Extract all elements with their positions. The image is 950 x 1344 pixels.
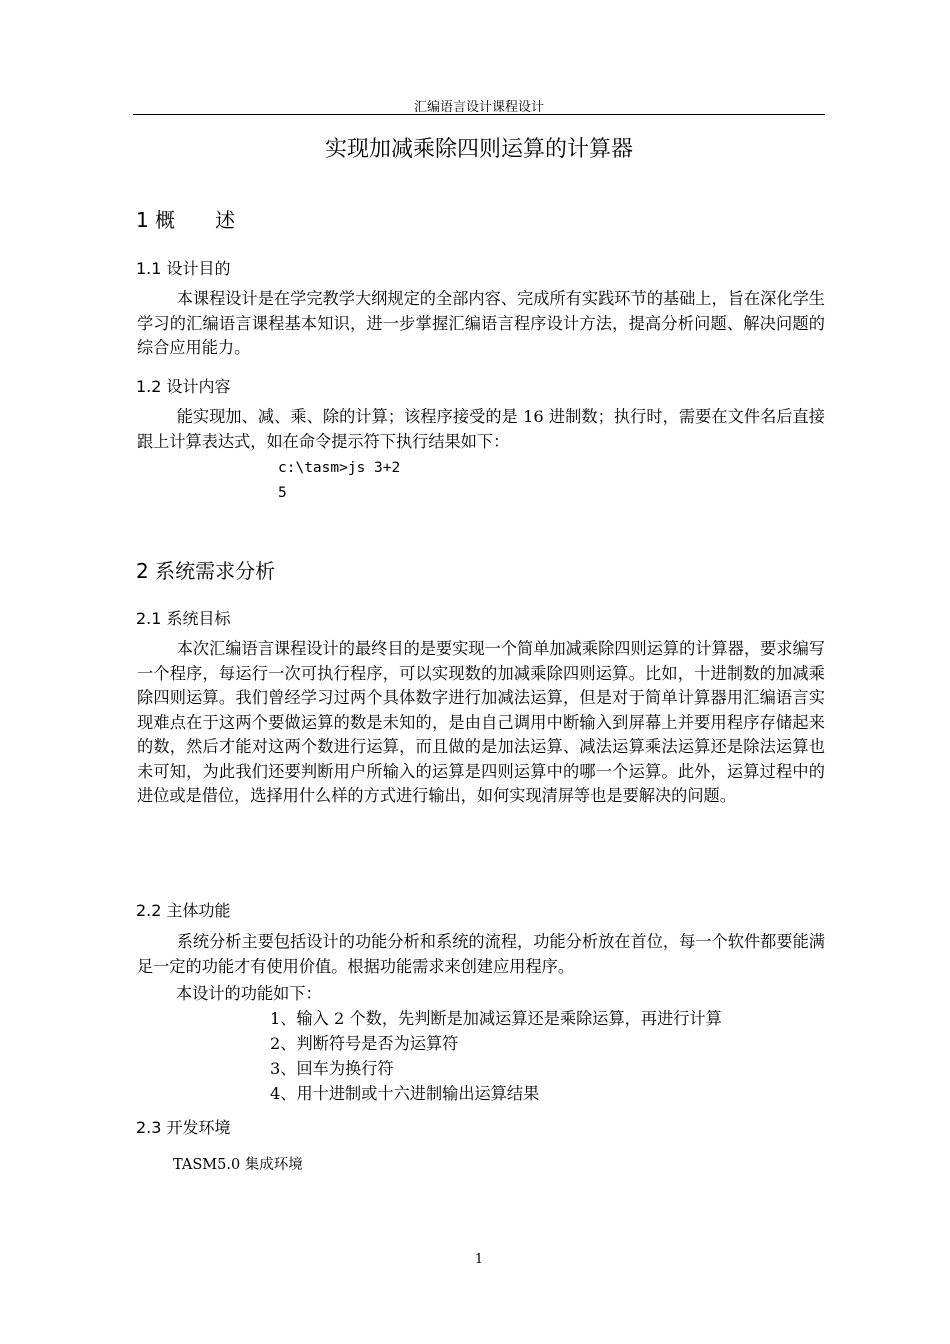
section-2-2-heading: 2.2 主体功能 — [136, 901, 231, 920]
list-item: 2、判断符号是否为运算符 — [270, 1034, 459, 1053]
list-item: 4、用十进制或十六进制输出运算结果 — [270, 1084, 540, 1103]
header-rule — [133, 114, 825, 115]
section-1-heading: 1 概 述 — [136, 208, 236, 232]
command-output: 5 — [278, 485, 287, 501]
list-item: 3、回车为换行符 — [270, 1059, 394, 1078]
running-header: 汇编语言设计课程设计 — [413, 100, 544, 115]
section-1-1-paragraph: 本课程设计是在学完教学大纲规定的全部内容、完成所有实践环节的基础上，旨在深化学生学习的汇编语言课程基本知识，进一步掌握汇编语言程序设计方法，提高分析问题、解决问题的综合应用能力。 — [137, 289, 825, 357]
page-number: 1 — [474, 1252, 484, 1267]
section-2-2-paragraph: 系统分析主要包括设计的功能分析和系统的流程，功能分析放在首位，每一个软件都要能满足一定的功能才有使用价值。根据功能需求来创建应用程序。 — [137, 932, 825, 976]
section-1-2-paragraph: 能实现加、减、乘、除的计算；该程序接受的是 16 进制数；执行时，需要在文件名后直接跟上计算表达式，如在命令提示符下执行结果如下： — [137, 407, 825, 451]
development-environment: TASM5.0 集成环境 — [173, 1157, 303, 1173]
section-1-2-heading: 1.2 设计内容 — [136, 377, 231, 396]
section-2-1-paragraph: 本次汇编语言课程设计的最终目的是要实现一个简单加减乘除四则运算的计算器，要求编写一个程序，每运行一次可执行程序，可以实现数的加减乘除四则运算。比如，十进制数的加减乘除四则运算。我们曾经学习过两个具体数字进行加减法运算，但是对于简单计算器用汇编语言实现难点在于这两个要做运算的数是未知的，是由自己调用中断输入到屏幕上并要用程序存储起来的数，然后才能对这两个数进行运算，而且做的是加法运算、减法运算乘法运算还是除法运算也未可知，为此我们还要判断用户所输入的运算是四则运算中的哪一个运算。此外，运算过程中的进位或是借位，选择用什么样的方式进行输出，如何实现清屏等也是要解决的问题。 — [137, 639, 825, 805]
section-1-1-heading: 1.1 设计目的 — [136, 259, 231, 278]
command-example: c:\tasm>js 3+2 — [278, 460, 401, 476]
function-list-intro: 本设计的功能如下： — [176, 984, 322, 1003]
list-item: 1、输入 2 个数，先判断是加减运算还是乘除运算，再进行计算 — [270, 1009, 722, 1028]
section-2-heading: 2 系统需求分析 — [136, 559, 276, 583]
document-title: 实现加减乘除四则运算的计算器 — [324, 137, 633, 162]
section-2-3-heading: 2.3 开发环境 — [136, 1118, 231, 1137]
section-2-1-heading: 2.1 系统目标 — [136, 609, 231, 628]
